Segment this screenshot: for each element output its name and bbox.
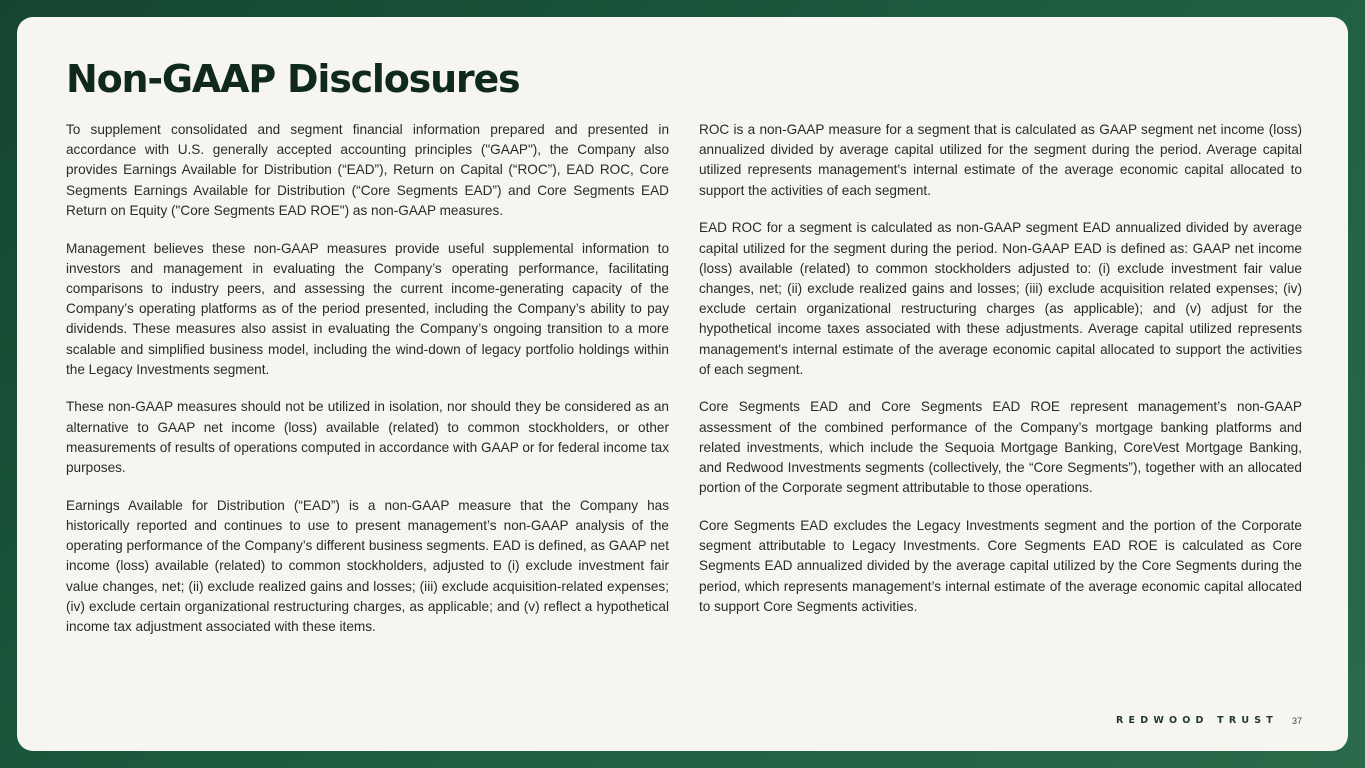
paragraph: To supplement consolidated and segment financial information prepared and presented in accordance with U.S. generally accepted accounting principles ("GAAP"), the Company also provides Earnings Available for Distribution (“EAD”), Return on Capital (“ROC”), EAD ROC, Core Segments Earnings Available for Distribution (“Core Segments EAD”) and Core Segments EAD Return on Equity ("Core Segments EAD ROE") as non-GAAP measures. bbox=[66, 122, 669, 218]
paragraph: ROC is a non-GAAP measure for a segment that is calculated as GAAP segment net income (loss) annualized divided by average capital utilized for the segment during the period. Average capital utilized represents management's internal estimate of the average economic capital allocated to support the activities of each segment. bbox=[699, 122, 1302, 198]
right-column bbox=[699, 120, 1302, 634]
left-column bbox=[66, 120, 669, 655]
paragraph: Earnings Available for Distribution (“EAD”) is a non-GAAP measure that the Company has historically reported and continues to use to present management’s non-GAAP analysis of the operating performance of the Company’s different business segments. EAD is defined, as GAAP net income (loss) available (related) to common stockholders, adjusted to (i) exclude investment fair value changes, net; (ii) exclude realized gains and losses; (iii) exclude acquisition-related expenses; (iv) exclude certain organizational restructuring charges, as applicable; and (v) reflect a hypothetical income tax adjustment associated with these items. bbox=[66, 497, 669, 634]
page-title: Non-GAAP Disclosures bbox=[66, 57, 520, 101]
footer bbox=[1116, 715, 1302, 726]
paragraph: EAD ROC for a segment is calculated as non-GAAP segment EAD annualized divided by average capital utilized for the segment during the period. Non-GAAP EAD is defined as: GAAP net income (loss) available (related) to common stockholders adjusted to: (i) exclude investment fair value changes, net; (ii) exclude realized gains and losses; (iii) exclude acquisition related expenses; (iv) exclude certain organizational restructuring charges (as applicable); and (v) adjust for the hypothetical income taxes associated with these adjustments. Average capital utilized represents management's internal estimate of the average economic capital allocated to support the activities of each segment. bbox=[699, 220, 1302, 377]
paragraph: Core Segments EAD excludes the Legacy Investments segment and the portion of the Corporate segment attributable to Legacy Investments. Core Segments EAD ROE is calculated as Core Segments EAD annualized divided by the average capital utilized by the Core Segments during the period, which represents management’s internal estimate of the average economic capital allocated to support Core Segments activities. bbox=[699, 517, 1302, 614]
page-number: 37 bbox=[1291, 715, 1302, 726]
slide bbox=[17, 17, 1348, 751]
brand-logo-text: REDWOOD TRUST bbox=[1116, 715, 1278, 726]
paragraph: Management believes these non-GAAP measures provide useful supplemental information to investors and management in evaluating the Company’s operating performance, facilitating comparisons to industry peers, and assessing the current income-generating capacity of the Company’s operating platforms as of the period presented, including the Company’s ability to pay dividends. These measures also assist in evaluating the Company’s ongoing transition to a more scalable and simplified business model, including the wind-down of legacy portfolio holdings within the Legacy Investments segment. bbox=[66, 240, 669, 377]
paragraph: These non-GAAP measures should not be utilized in isolation, nor should they be considered as an alternative to GAAP net income (loss) available (related) to common stockholders, or other measurements of results of operations computed in accordance with GAAP or for federal income tax purposes. bbox=[66, 399, 669, 476]
paragraph: Core Segments EAD and Core Segments EAD ROE represent management’s non-GAAP assessment of the combined performance of the Company’s mortgage banking platforms and related investments, which include the Sequoia Mortgage Banking, CoreVest Mortgage Banking, and Redwood Investments segments (collectively, the “Core Segments”), together with an allocated portion of the Corporate segment attributable to those operations. bbox=[699, 399, 1302, 496]
